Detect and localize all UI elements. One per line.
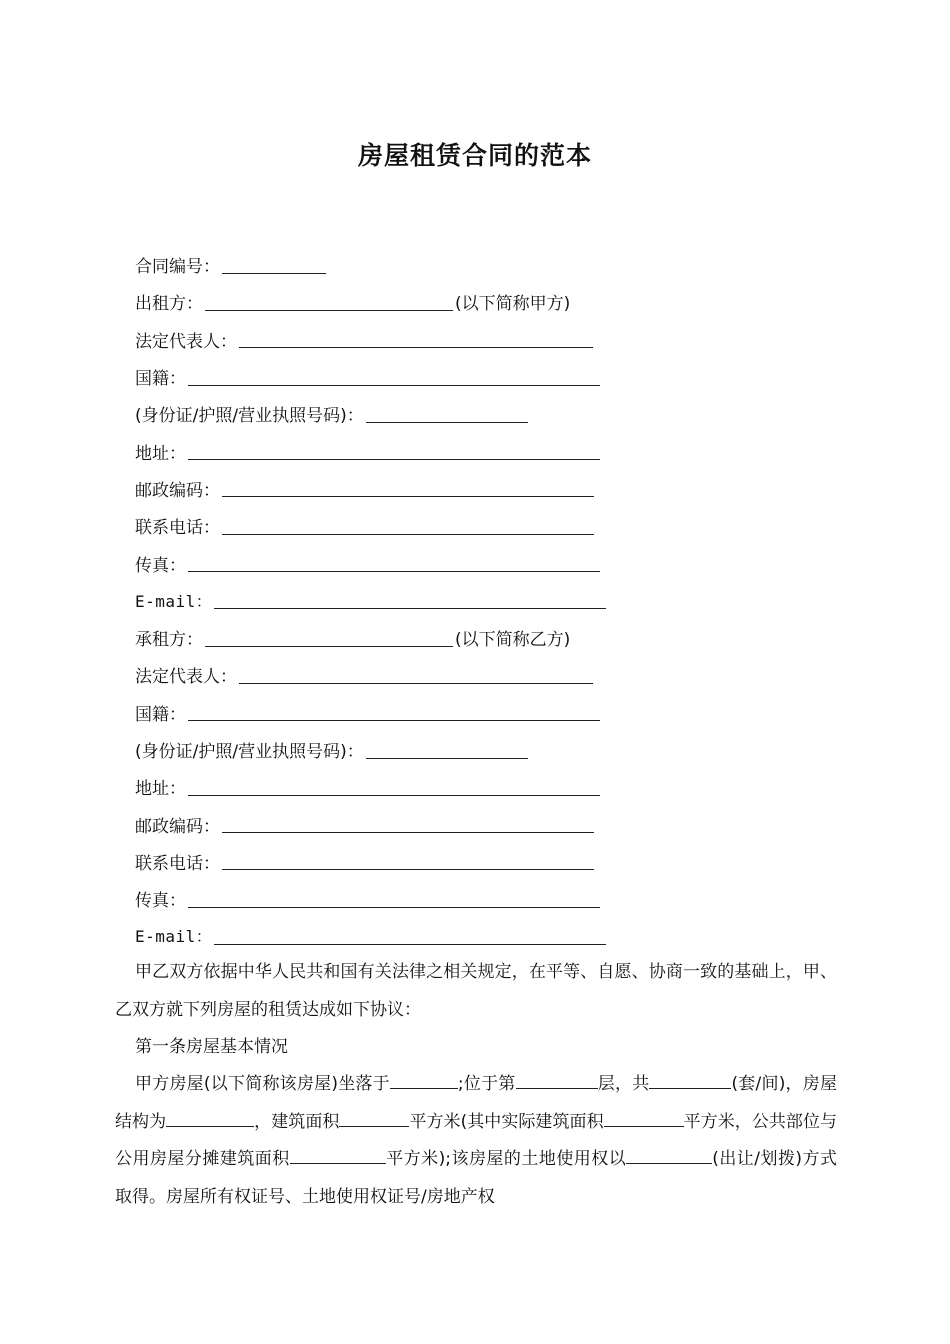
blank-line[interactable] xyxy=(188,719,600,721)
blank-line[interactable] xyxy=(205,645,453,647)
blank-line[interactable] xyxy=(366,757,528,759)
blank-line[interactable] xyxy=(390,1070,458,1089)
intro-paragraph: 甲乙双方依据中华人民共和国有关法律之相关规定，在平等、自愿、协商一致的基础上，甲、乙双方就下列房屋的租赁达成如下协议： xyxy=(115,962,837,1020)
lessee-fax-field: 传真： xyxy=(135,880,855,917)
blank-line[interactable] xyxy=(366,421,528,423)
section-heading: 第一条房屋基本情况 xyxy=(135,1037,288,1057)
blank-line[interactable] xyxy=(214,943,606,945)
blank-line[interactable] xyxy=(188,384,600,386)
blank-line[interactable] xyxy=(188,906,600,908)
lessor-phone-field: 联系电话： xyxy=(135,507,855,544)
blank-line[interactable] xyxy=(222,533,594,535)
blank-line[interactable] xyxy=(290,1145,386,1164)
lessee-address-field: 地址： xyxy=(135,768,855,805)
lessee-field: 承租方： (以下简称乙方) xyxy=(135,630,571,651)
blank-line[interactable] xyxy=(166,1108,254,1127)
blank-line[interactable] xyxy=(188,570,600,572)
blank-line[interactable] xyxy=(205,309,453,311)
lessor-id-field: (身份证/护照/营业执照号码)： xyxy=(135,395,855,432)
blank-line[interactable] xyxy=(188,794,600,796)
lessor-fax-field: 传真： xyxy=(135,544,855,581)
lessor-field: 出租方： (以下简称甲方) xyxy=(135,294,571,315)
blank-line[interactable] xyxy=(604,1108,684,1127)
lessor-postcode-field: 邮政编码： xyxy=(135,470,855,507)
blank-line[interactable] xyxy=(339,1108,409,1127)
lessee-postcode-field: 邮政编码： xyxy=(135,805,855,842)
document-title: 房屋租赁合同的范本 xyxy=(357,141,592,170)
party-info-fields xyxy=(135,246,855,955)
blank-line[interactable] xyxy=(222,495,594,497)
lessor-nationality-field: 国籍： xyxy=(135,358,855,395)
blank-line[interactable] xyxy=(222,868,594,870)
lessee-email-field: E-mail： xyxy=(135,917,855,954)
lessee-id-field: (身份证/护照/营业执照号码)： xyxy=(135,731,855,768)
lessee-phone-field: 联系电话： xyxy=(135,843,855,880)
blank-line[interactable] xyxy=(222,831,594,833)
section1-paragraph: 甲方房屋(以下简称该房屋)坐落于 ;位于第 层，共 (套/间)，房屋结构为 ，建筑面积 平方米(其中实际建筑面积 平方米，公共部位与公用房屋分摊建筑面积 平方米);该房屋的土地使用权以 (出让/划拨)方式取得。房屋所有权证号、土地使用权证号/房地产权 xyxy=(115,1066,837,1216)
blank-line[interactable] xyxy=(649,1070,731,1089)
lessor-email-field: E-mail： xyxy=(135,582,855,619)
lessee-nationality-field: 国籍： xyxy=(135,694,855,731)
blank-line[interactable] xyxy=(239,346,593,348)
contract-number-field: 合同编号： xyxy=(135,246,855,283)
lessee-legal-rep-field: 法定代表人： xyxy=(135,656,855,693)
blank-line[interactable] xyxy=(239,682,593,684)
lessor-legal-rep-field: 法定代表人： xyxy=(135,321,855,358)
blank-line[interactable] xyxy=(222,272,326,274)
blank-line[interactable] xyxy=(516,1070,598,1089)
blank-line[interactable] xyxy=(188,458,600,460)
blank-line[interactable] xyxy=(214,607,606,609)
lessor-address-field: 地址： xyxy=(135,432,855,469)
blank-line[interactable] xyxy=(626,1145,712,1164)
